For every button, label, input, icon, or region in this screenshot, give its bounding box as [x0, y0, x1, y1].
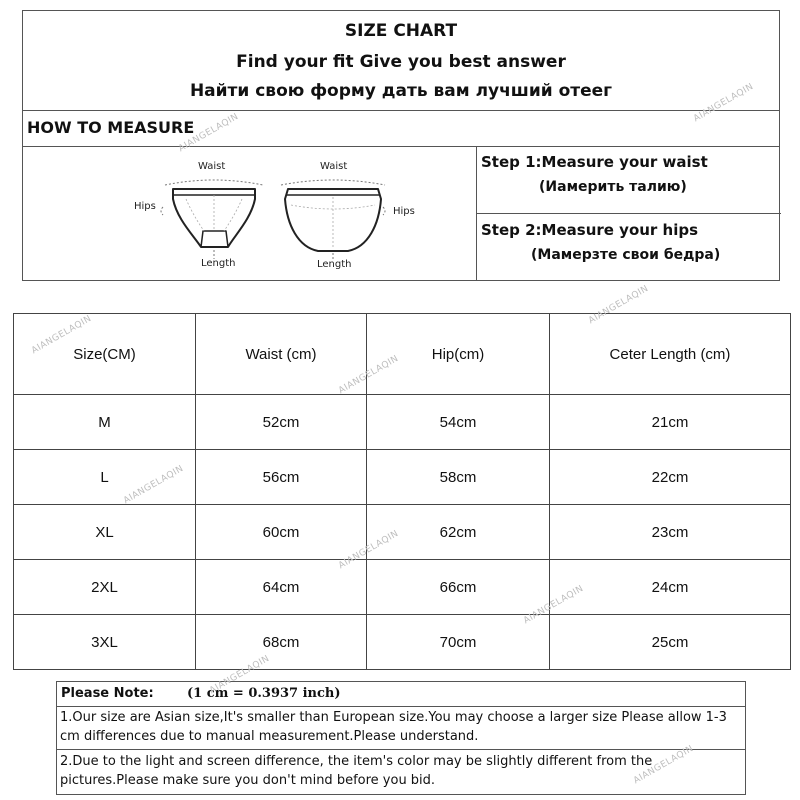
watermark: AIANGELAQIN — [30, 313, 94, 357]
step-1 — [477, 147, 781, 214]
brief-back-illustration — [281, 180, 385, 260]
watermark: AIANGELAQIN — [122, 463, 186, 507]
size-table — [13, 313, 791, 670]
note-header — [57, 682, 745, 707]
hips-label-right: Hips — [393, 206, 415, 217]
step-2 — [477, 213, 781, 280]
watermark: AIANGELAQIN — [587, 283, 651, 327]
watermark: AIANGELAQIN — [692, 81, 756, 125]
table-row — [14, 615, 791, 670]
subtitle-russian: Найти свою форму дать вам лучший отеег — [189, 81, 613, 101]
cell-waist: 68cm — [196, 615, 367, 670]
cell-length: 21cm — [550, 395, 791, 450]
cell-length: 23cm — [550, 505, 791, 560]
table-row — [14, 505, 791, 560]
brief-front-illustration — [161, 180, 263, 259]
cell-hip: 62cm — [367, 505, 550, 560]
watermark: AIANGELAQIN — [208, 653, 272, 697]
watermark: AIANGELAQIN — [632, 743, 696, 787]
cell-size: M — [14, 395, 196, 450]
cell-hip: 54cm — [367, 395, 550, 450]
table-header-row — [14, 314, 791, 395]
note-item-2: 2.Due to the light and screen difference, the item's color may be slightly different from the pictures.Please make sure you don't mind before you bid. — [60, 754, 653, 788]
please-note-box — [56, 681, 746, 795]
note-item-1: 1.Our size are Asian size,It's smaller than European size.You may choose a larger size Please allow 1-3 cm differences due to manual measurement.Please understand. — [57, 706, 745, 750]
cell-hip: 66cm — [367, 560, 550, 615]
length-label-right: Length — [317, 259, 352, 270]
cell-size: L — [14, 450, 196, 505]
subtitle-english: Find your fit Give you best answer — [236, 52, 566, 72]
cell-length: 22cm — [550, 450, 791, 505]
watermark: AIANGELAQIN — [337, 353, 401, 397]
watermark: AIANGELAQIN — [177, 111, 241, 155]
header-waist: Waist (cm) — [196, 314, 367, 395]
cell-waist: 56cm — [196, 450, 367, 505]
cell-waist: 60cm — [196, 505, 367, 560]
how-to-measure-bar — [22, 111, 780, 147]
step-2-title: Step 2:Measure your hips — [481, 221, 699, 239]
watermark: AIANGELAQIN — [337, 528, 401, 572]
cell-waist: 64cm — [196, 560, 367, 615]
step-1-subtitle: (Иамерить талию) — [539, 179, 687, 195]
cell-size: 2XL — [14, 560, 196, 615]
header-hip: Hip(cm) — [367, 314, 550, 395]
measure-steps — [476, 147, 781, 280]
length-label-left: Length — [201, 258, 236, 269]
note-label: Please Note: — [61, 686, 154, 701]
how-to-measure-title: HOW TO MEASURE — [27, 118, 195, 137]
table-row — [14, 560, 791, 615]
header-length: Ceter Length (cm) — [550, 314, 791, 395]
step-1-title: Step 1:Measure your waist — [481, 153, 708, 171]
hips-label-left: Hips — [134, 201, 156, 212]
cell-hip: 58cm — [367, 450, 550, 505]
waist-label-right: Waist — [320, 161, 348, 172]
watermark: AIANGELAQIN — [522, 583, 586, 627]
cell-waist: 52cm — [196, 395, 367, 450]
unit-conversion: (1 cm = 0.3937 inch) — [187, 686, 341, 701]
cell-size: XL — [14, 505, 196, 560]
page-title: SIZE CHART — [344, 21, 458, 41]
cell-length: 25cm — [550, 615, 791, 670]
cell-length: 24cm — [550, 560, 791, 615]
table-row — [14, 450, 791, 505]
table-row — [14, 395, 791, 450]
step-2-subtitle: (Мамерзте свои бедра) — [531, 247, 721, 263]
measure-guide — [22, 147, 780, 281]
waist-label-left: Waist — [198, 161, 226, 172]
cell-hip: 70cm — [367, 615, 550, 670]
size-chart-header — [22, 10, 780, 111]
cell-size: 3XL — [14, 615, 196, 670]
header-size: Size(CM) — [14, 314, 196, 395]
